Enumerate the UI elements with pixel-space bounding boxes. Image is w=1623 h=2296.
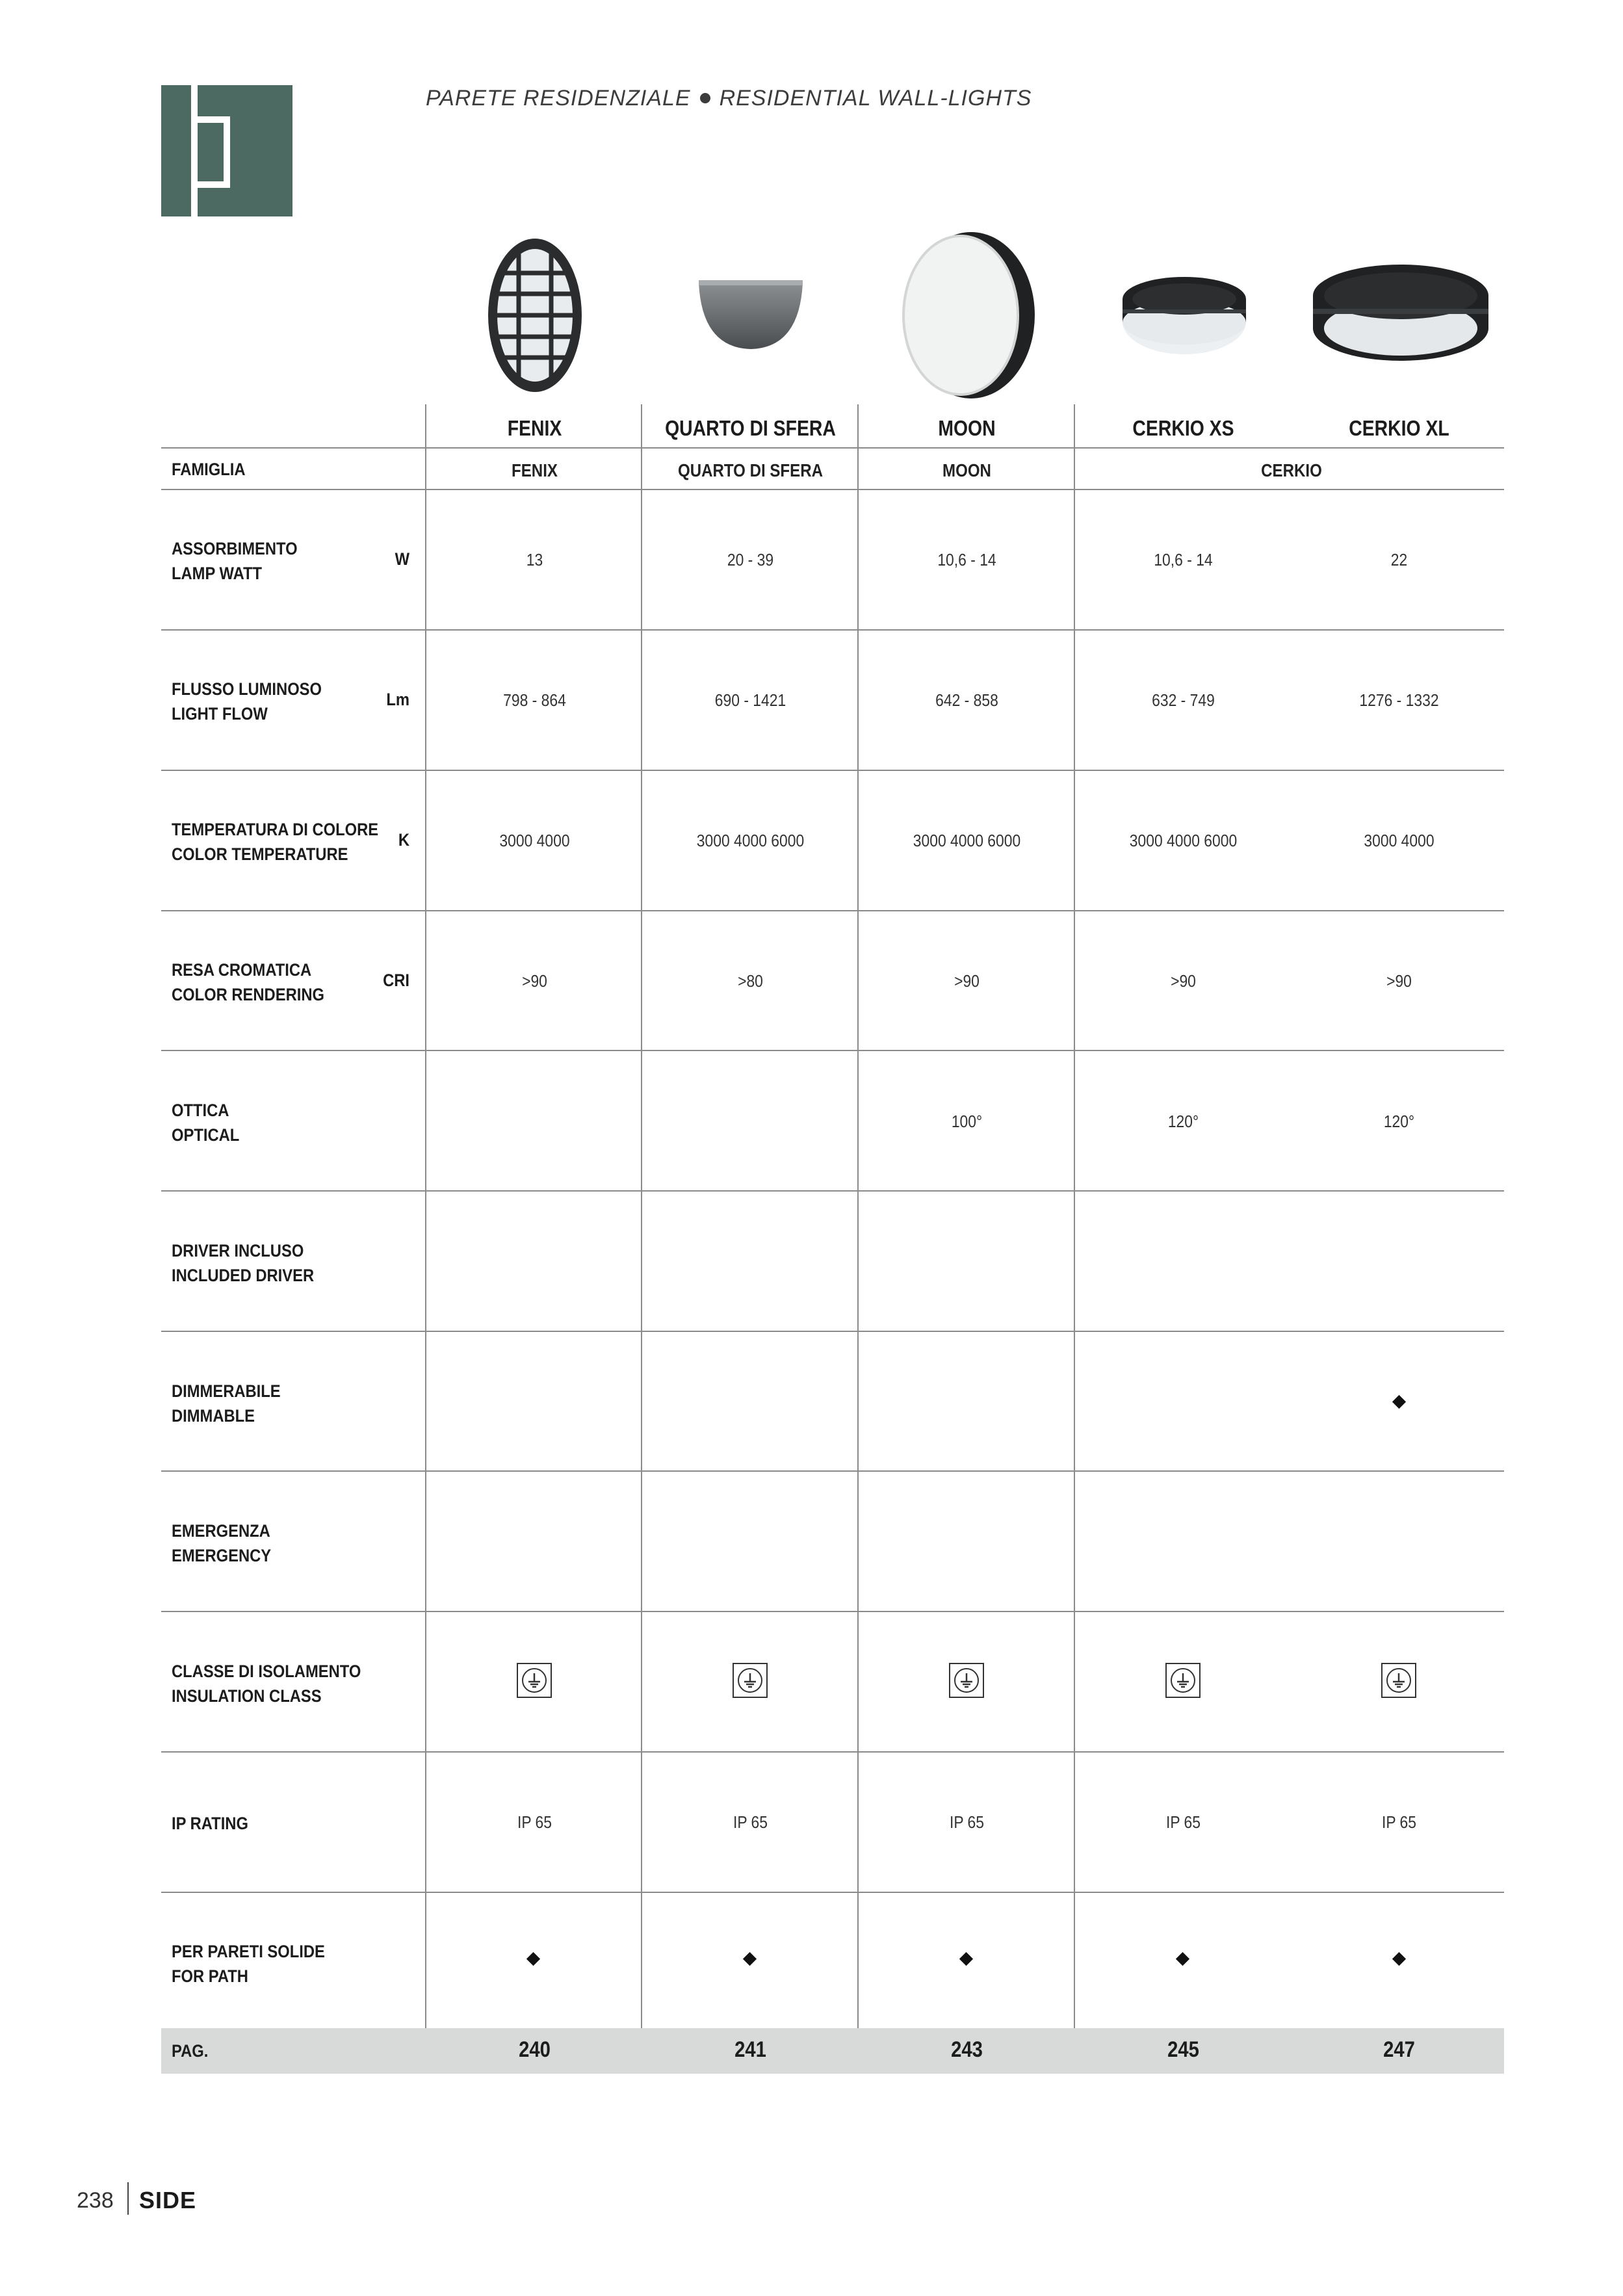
table-cell: 10,6 - 14 xyxy=(1154,550,1213,569)
row-label-resa-cromatica: RESA CROMATICA COLOR RENDERING xyxy=(172,960,324,1004)
row-label-temperatura-di-colore: TEMPERATURA DI COLORE COLOR TEMPERATURE xyxy=(172,820,379,864)
table-cell: 13 xyxy=(526,550,543,569)
insulation-class-i-icon xyxy=(1381,1663,1416,1698)
pag-label: PAG. xyxy=(172,2041,209,2061)
path-yes-diamond-icon xyxy=(1176,1952,1189,1966)
product-name-cerkio-xl: CERKIO XL xyxy=(1349,416,1449,440)
table-cell: 632 - 749 xyxy=(1152,690,1215,710)
page-reference[interactable]: 243 xyxy=(951,2037,983,2062)
row-unit: Lm xyxy=(386,690,409,709)
table-cell: IP 65 xyxy=(949,1812,985,1832)
table-cell: >90 xyxy=(1171,971,1196,991)
path-yes-diamond-icon xyxy=(526,1952,540,1966)
row-label-emergenza: EMERGENZA EMERGENCY xyxy=(172,1521,272,1565)
table-cell: 690 - 1421 xyxy=(714,690,786,710)
header-title-it: PARETE RESIDENZIALE xyxy=(426,86,691,111)
footer-brand: SIDE xyxy=(139,2187,197,2213)
row-label-driver-incluso: DRIVER INCLUSO INCLUDED DRIVER xyxy=(172,1241,315,1285)
row-label-ip-rating: IP RATING xyxy=(172,1814,248,1833)
famiglia-value: CERKIO xyxy=(1261,460,1322,480)
table-cell: 10,6 - 14 xyxy=(937,550,996,569)
column-divider xyxy=(1074,404,1075,2028)
dimmable-yes-diamond-icon xyxy=(1392,1395,1406,1409)
row-separator xyxy=(161,1470,1504,1472)
column-divider xyxy=(857,404,859,2028)
table-cell: 3000 4000 6000 xyxy=(1129,831,1238,850)
page-reference[interactable]: 241 xyxy=(734,2037,766,2062)
row-separator xyxy=(161,910,1504,911)
cerkio-xl-lamp-image xyxy=(1292,224,1509,406)
path-yes-diamond-icon xyxy=(743,1952,757,1966)
brand-logo xyxy=(161,85,292,216)
row-separator xyxy=(161,1050,1504,1051)
insulation-class-i-icon xyxy=(733,1663,768,1698)
footer-divider xyxy=(127,2182,129,2215)
quarto-di-sfera-lamp-image xyxy=(642,224,859,406)
product-name-cerkio-xs: CERKIO XS xyxy=(1132,416,1234,440)
table-cell: >90 xyxy=(1386,971,1412,991)
row-label-assorbimento: ASSORBIMENTO LAMP WATT xyxy=(172,539,298,583)
famiglia-value: QUARTO DI SFERA xyxy=(678,460,823,480)
page-number: 238 xyxy=(77,2188,114,2213)
product-name-quarto-di-sfera: QUARTO DI SFERA xyxy=(665,416,836,440)
table-cell: >90 xyxy=(954,971,980,991)
insulation-class-i-icon xyxy=(949,1663,984,1698)
row-unit: W xyxy=(395,549,409,569)
page-reference[interactable]: 245 xyxy=(1167,2037,1199,2062)
table-cell: 120° xyxy=(1383,1112,1415,1131)
table-cell: >80 xyxy=(738,971,763,991)
fenix-lamp-image xyxy=(426,224,643,406)
row-label-ottica: OTTICA OPTICAL xyxy=(172,1101,240,1145)
table-cell: 3000 4000 6000 xyxy=(913,831,1021,850)
row-separator xyxy=(161,629,1504,631)
table-cell: 3000 4000 xyxy=(1364,831,1435,850)
famiglia-value: MOON xyxy=(942,460,991,480)
row-separator xyxy=(161,1190,1504,1192)
table-cell: 100° xyxy=(951,1112,983,1131)
table-cell: >90 xyxy=(522,971,547,991)
table-cell: IP 65 xyxy=(1165,1812,1201,1832)
table-cell: 120° xyxy=(1167,1112,1199,1131)
bullet-dot-icon xyxy=(700,93,710,103)
insulation-class-i-icon xyxy=(517,1663,552,1698)
famiglia-label: FAMIGLIA xyxy=(172,460,246,479)
row-separator xyxy=(161,1331,1504,1332)
table-cell: 20 - 39 xyxy=(727,550,774,569)
table-cell: 1276 - 1332 xyxy=(1359,690,1439,710)
column-divider xyxy=(641,404,642,2028)
row-label-dimmerabile: DIMMERABILE DIMMABLE xyxy=(172,1381,281,1426)
table-cell: IP 65 xyxy=(517,1812,552,1832)
row-separator xyxy=(161,489,1504,490)
row-unit: CRI xyxy=(383,971,409,990)
page-reference[interactable]: 240 xyxy=(519,2037,551,2062)
table-cell: 22 xyxy=(1390,550,1408,569)
moon-lamp-image xyxy=(859,224,1075,406)
insulation-class-i-icon xyxy=(1165,1663,1201,1698)
row-label-per-pareti-solide: PER PARETI SOLIDE FOR PATH xyxy=(172,1942,325,1986)
table-cell: IP 65 xyxy=(1381,1812,1417,1832)
column-divider xyxy=(425,404,426,2028)
row-label-flusso-luminoso: FLUSSO LUMINOSO LIGHT FLOW xyxy=(172,679,322,724)
row-separator xyxy=(161,447,1504,449)
product-name-fenix: FENIX xyxy=(507,416,562,440)
page-reference[interactable]: 247 xyxy=(1383,2037,1415,2062)
page-header xyxy=(426,86,1032,111)
table-cell: 642 - 858 xyxy=(935,690,998,710)
table-cell: 798 - 864 xyxy=(503,690,566,710)
table-cell: 3000 4000 xyxy=(499,831,570,850)
row-label-classe-di-isolamento: CLASSE DI ISOLAMENTO INSULATION CLASS xyxy=(172,1662,361,1706)
row-unit: K xyxy=(398,830,409,850)
cerkio-xs-lamp-image xyxy=(1076,224,1292,406)
table-cell: 3000 4000 6000 xyxy=(696,831,805,850)
row-separator xyxy=(161,770,1504,771)
row-separator xyxy=(161,1751,1504,1753)
famiglia-value: FENIX xyxy=(512,460,558,480)
path-yes-diamond-icon xyxy=(959,1952,973,1966)
header-title-en: RESIDENTIAL WALL-LIGHTS xyxy=(719,86,1032,111)
product-name-moon: MOON xyxy=(938,416,996,440)
row-separator xyxy=(161,1892,1504,1893)
table-cell: IP 65 xyxy=(733,1812,768,1832)
row-separator xyxy=(161,1611,1504,1612)
path-yes-diamond-icon xyxy=(1392,1952,1406,1966)
